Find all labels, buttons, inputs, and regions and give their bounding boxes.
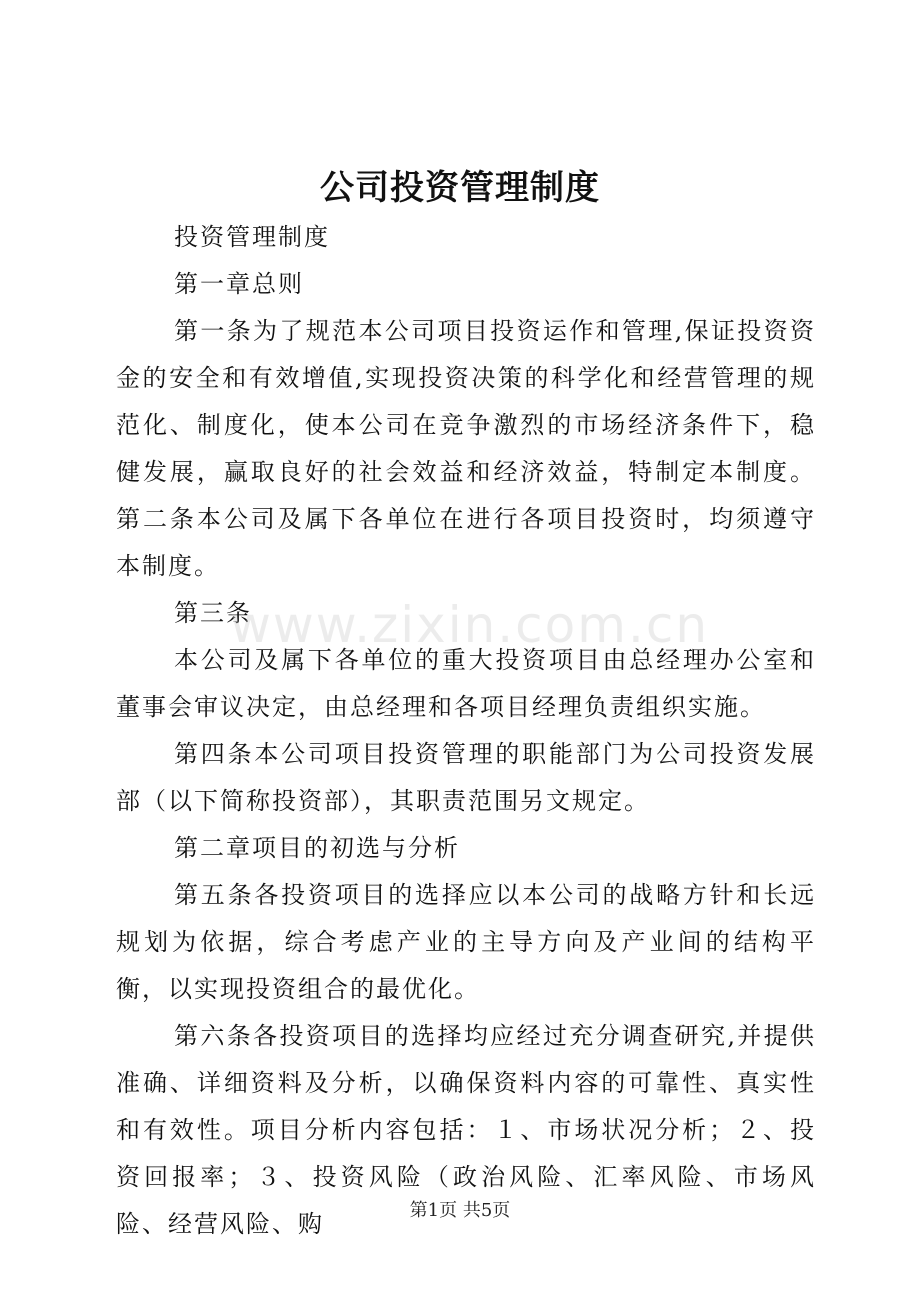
paragraph: 第二章项目的初选与分析 [174, 834, 460, 862]
document-body [116, 214, 816, 1248]
paragraph: 第六条各投资项目的选择均应经过充分调查研究,并提供准确、详细资料及分析，以确保资料内容的可靠性、真实性和有效性。项目分析内容包括：１、市场状况分析；２、投资回报率；３、投资风险（政治风险、汇率风险、市场风险、经营风险、购 [116, 1022, 816, 1238]
watermark: www.zixin.com.cn [230, 596, 710, 654]
paragraph: 第四条本公司项目投资管理的职能部门为公司投资发展部（以下简称投资部），其职责范围另文规定。 [116, 740, 816, 815]
paragraph: 第一章总则 [174, 270, 304, 298]
paragraph: 第一条为了规范本公司项目投资运作和管理,保证投资资金的安全和有效增值,实现投资决策的科学化和经营管理的规范化、制度化，使本公司在竞争激烈的市场经济条件下，稳健发展，赢取良好的社会效益和经济效益，特制定本制度。第二条本公司及属下各单位在进行各项目投资时，均须遵守本制度。 [116, 317, 816, 580]
paragraph: 第三条 [174, 599, 252, 627]
page-footer: 第1页 共5页 [409, 1200, 511, 1221]
paragraph: 第五条各投资项目的选择应以本公司的战略方针和长远规划为依据，综合考虑产业的主导方向及产业间的结构平衡，以实现投资组合的最优化。 [116, 881, 816, 1003]
paragraph: 投资管理制度 [174, 223, 330, 251]
paragraph: 本公司及属下各单位的重大投资项目由总经理办公室和董事会审议决定，由总经理和各项目经理负责组织实施。 [116, 646, 816, 721]
document-title: 公司投资管理制度 [320, 168, 600, 208]
